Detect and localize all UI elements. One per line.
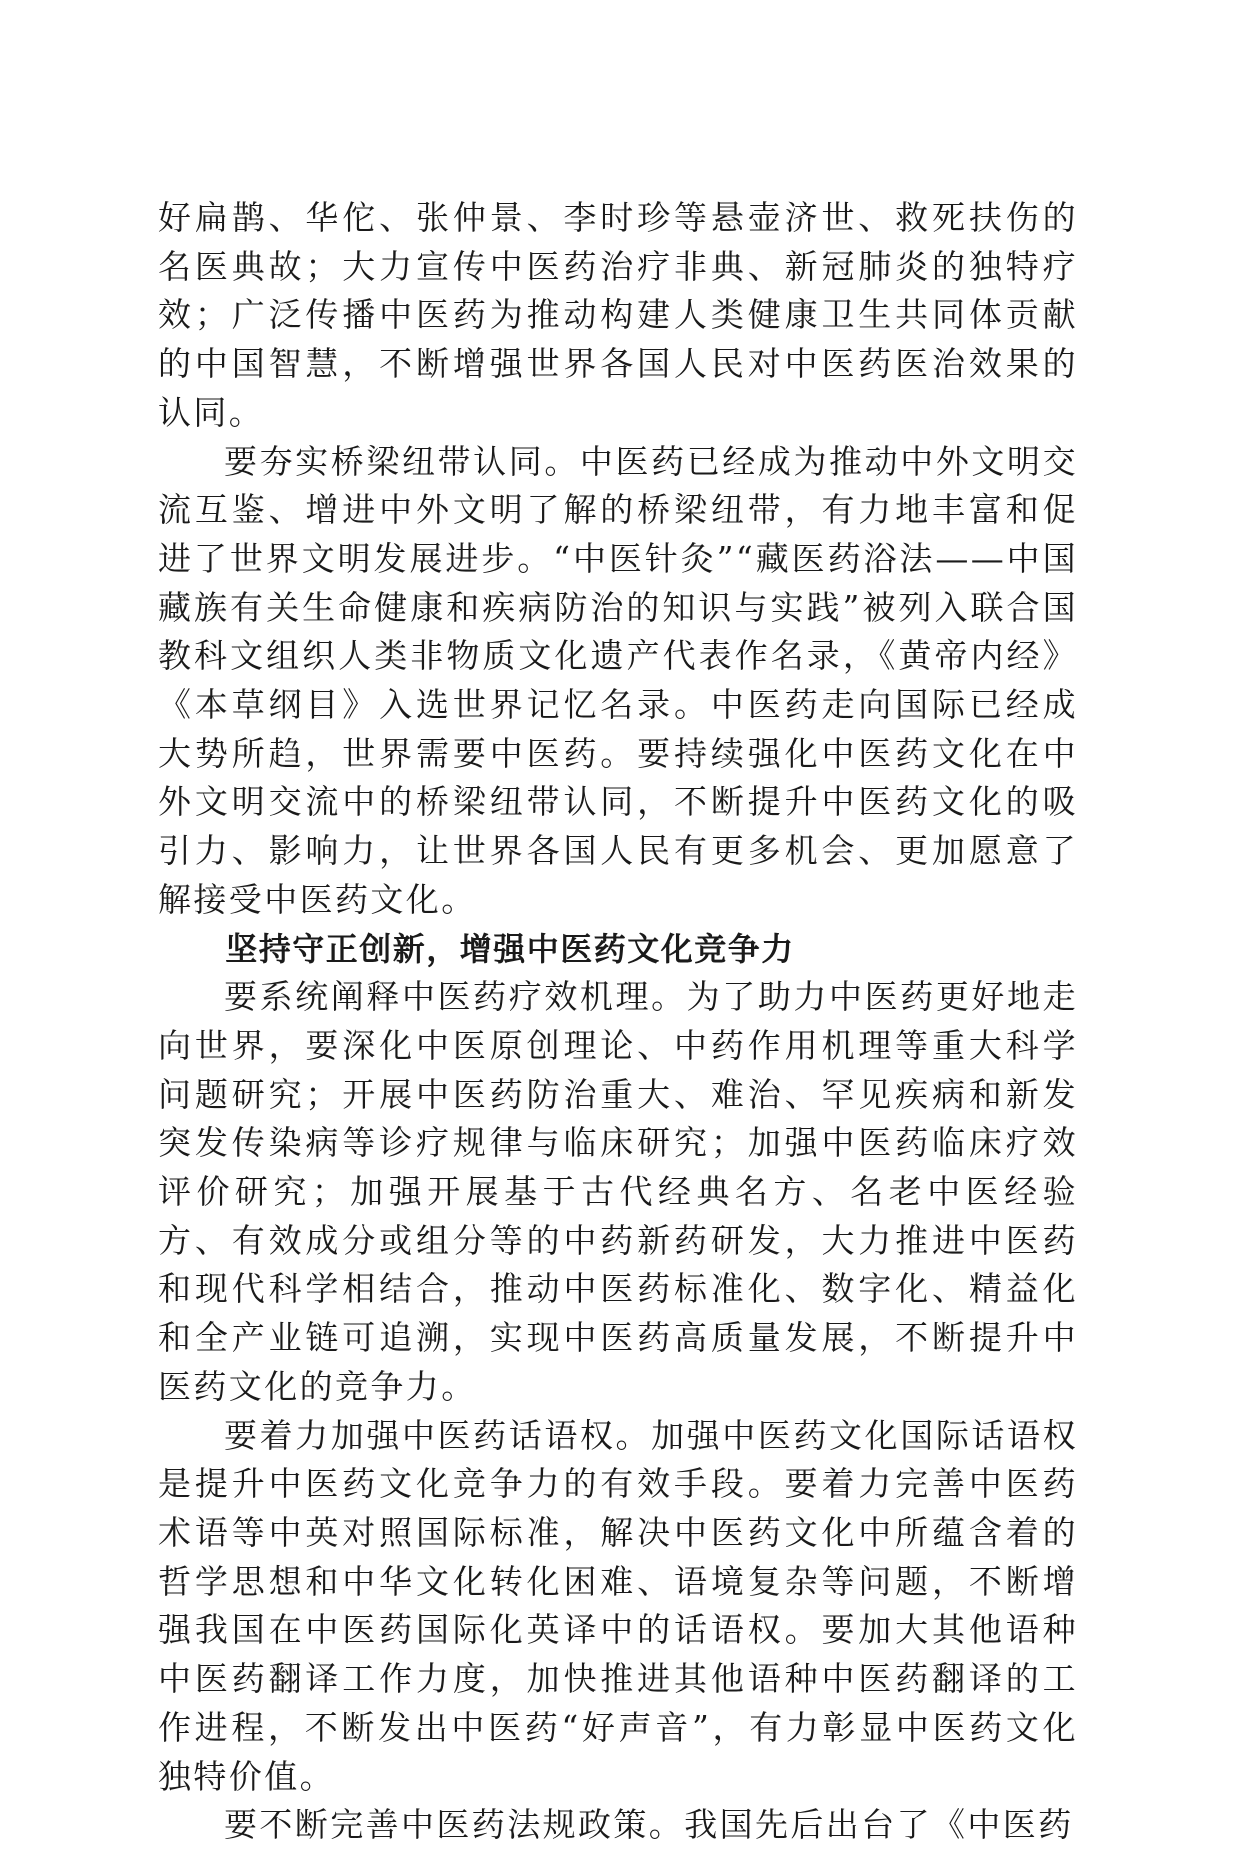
paragraph-laws-policies: 要不断完善中医药法规政策。我国先后出台了《中医药	[224, 1805, 1074, 1845]
paragraph-bridge-identity: 要夯实桥梁纽带认同。中医药已经成为推动中外文明交流互鉴、增进中外文明了解的桥梁纽带，有力地丰富和促进了世界文明发展进步。“中医针灸”“藏医药浴法——中国藏族有关生命健康和疾病防治的知识与实践”被列入联合国教科文组织人类非物质文化遗产代表作名录，《黄帝内经》《本草纲目》入选世界记忆名录。中医药走向国际已经成大势所趋，世界需要中医药。要持续强化中医药文化在中外文明交流中的桥梁纽带认同，不断提升中医药文化的吸引力、影响力，让世界各国人民有更多机会、更加愿意了解接受中医药文化。	[158, 441, 1078, 919]
paragraph-efficacy-mechanism: 要系统阐释中医药疗效机理。为了助力中医药更好地走向世界，要深化中医原创理论、中药作用机理等重大科学问题研究；开展中医药防治重大、难治、罕见疾病和新发突发传染病等诊疗规律与临床研究；加强中医药临床疗效评价研究；加强开展基于古代经典名方、名老中医经验方、有效成分或组分等的中药新药研发，大力推进中医药和现代科学相结合，推动中医药标准化、数字化、精益化和全产业链可追溯，实现中医药高质量发展，不断提升中医药文化的竞争力。	[158, 977, 1078, 1406]
article-body	[158, 194, 1078, 1850]
paragraph-discourse-power: 要着力加强中医药话语权。加强中医药文化国际话语权是提升中医药文化竞争力的有效手段。要着力完善中医药术语等中英对照国际标准，解决中医药文化中所蕴含着的哲学思想和中华文化转化困难、语境复杂等问题，不断增强我国在中医药国际化英译中的话语权。要加大其他语种中医药翻译工作力度，加快推进其他语种中医药翻译的工作进程，不断发出中医药“好声音”，有力彰显中医药文化独特价值。	[158, 1415, 1078, 1796]
paragraph-famous-doctors: 好扁鹊、华佗、张仲景、李时珍等悬壶济世、救死扶伤的名医典故；大力宣传中医药治疗非典、新冠肺炎的独特疗效；广泛传播中医药为推动构建人类健康卫生共同体贡献的中国智慧，不断增强世界各国人民对中医药医治效果的认同。	[158, 198, 1078, 432]
section-heading: 坚持守正创新，增强中医药文化竞争力	[225, 929, 795, 968]
